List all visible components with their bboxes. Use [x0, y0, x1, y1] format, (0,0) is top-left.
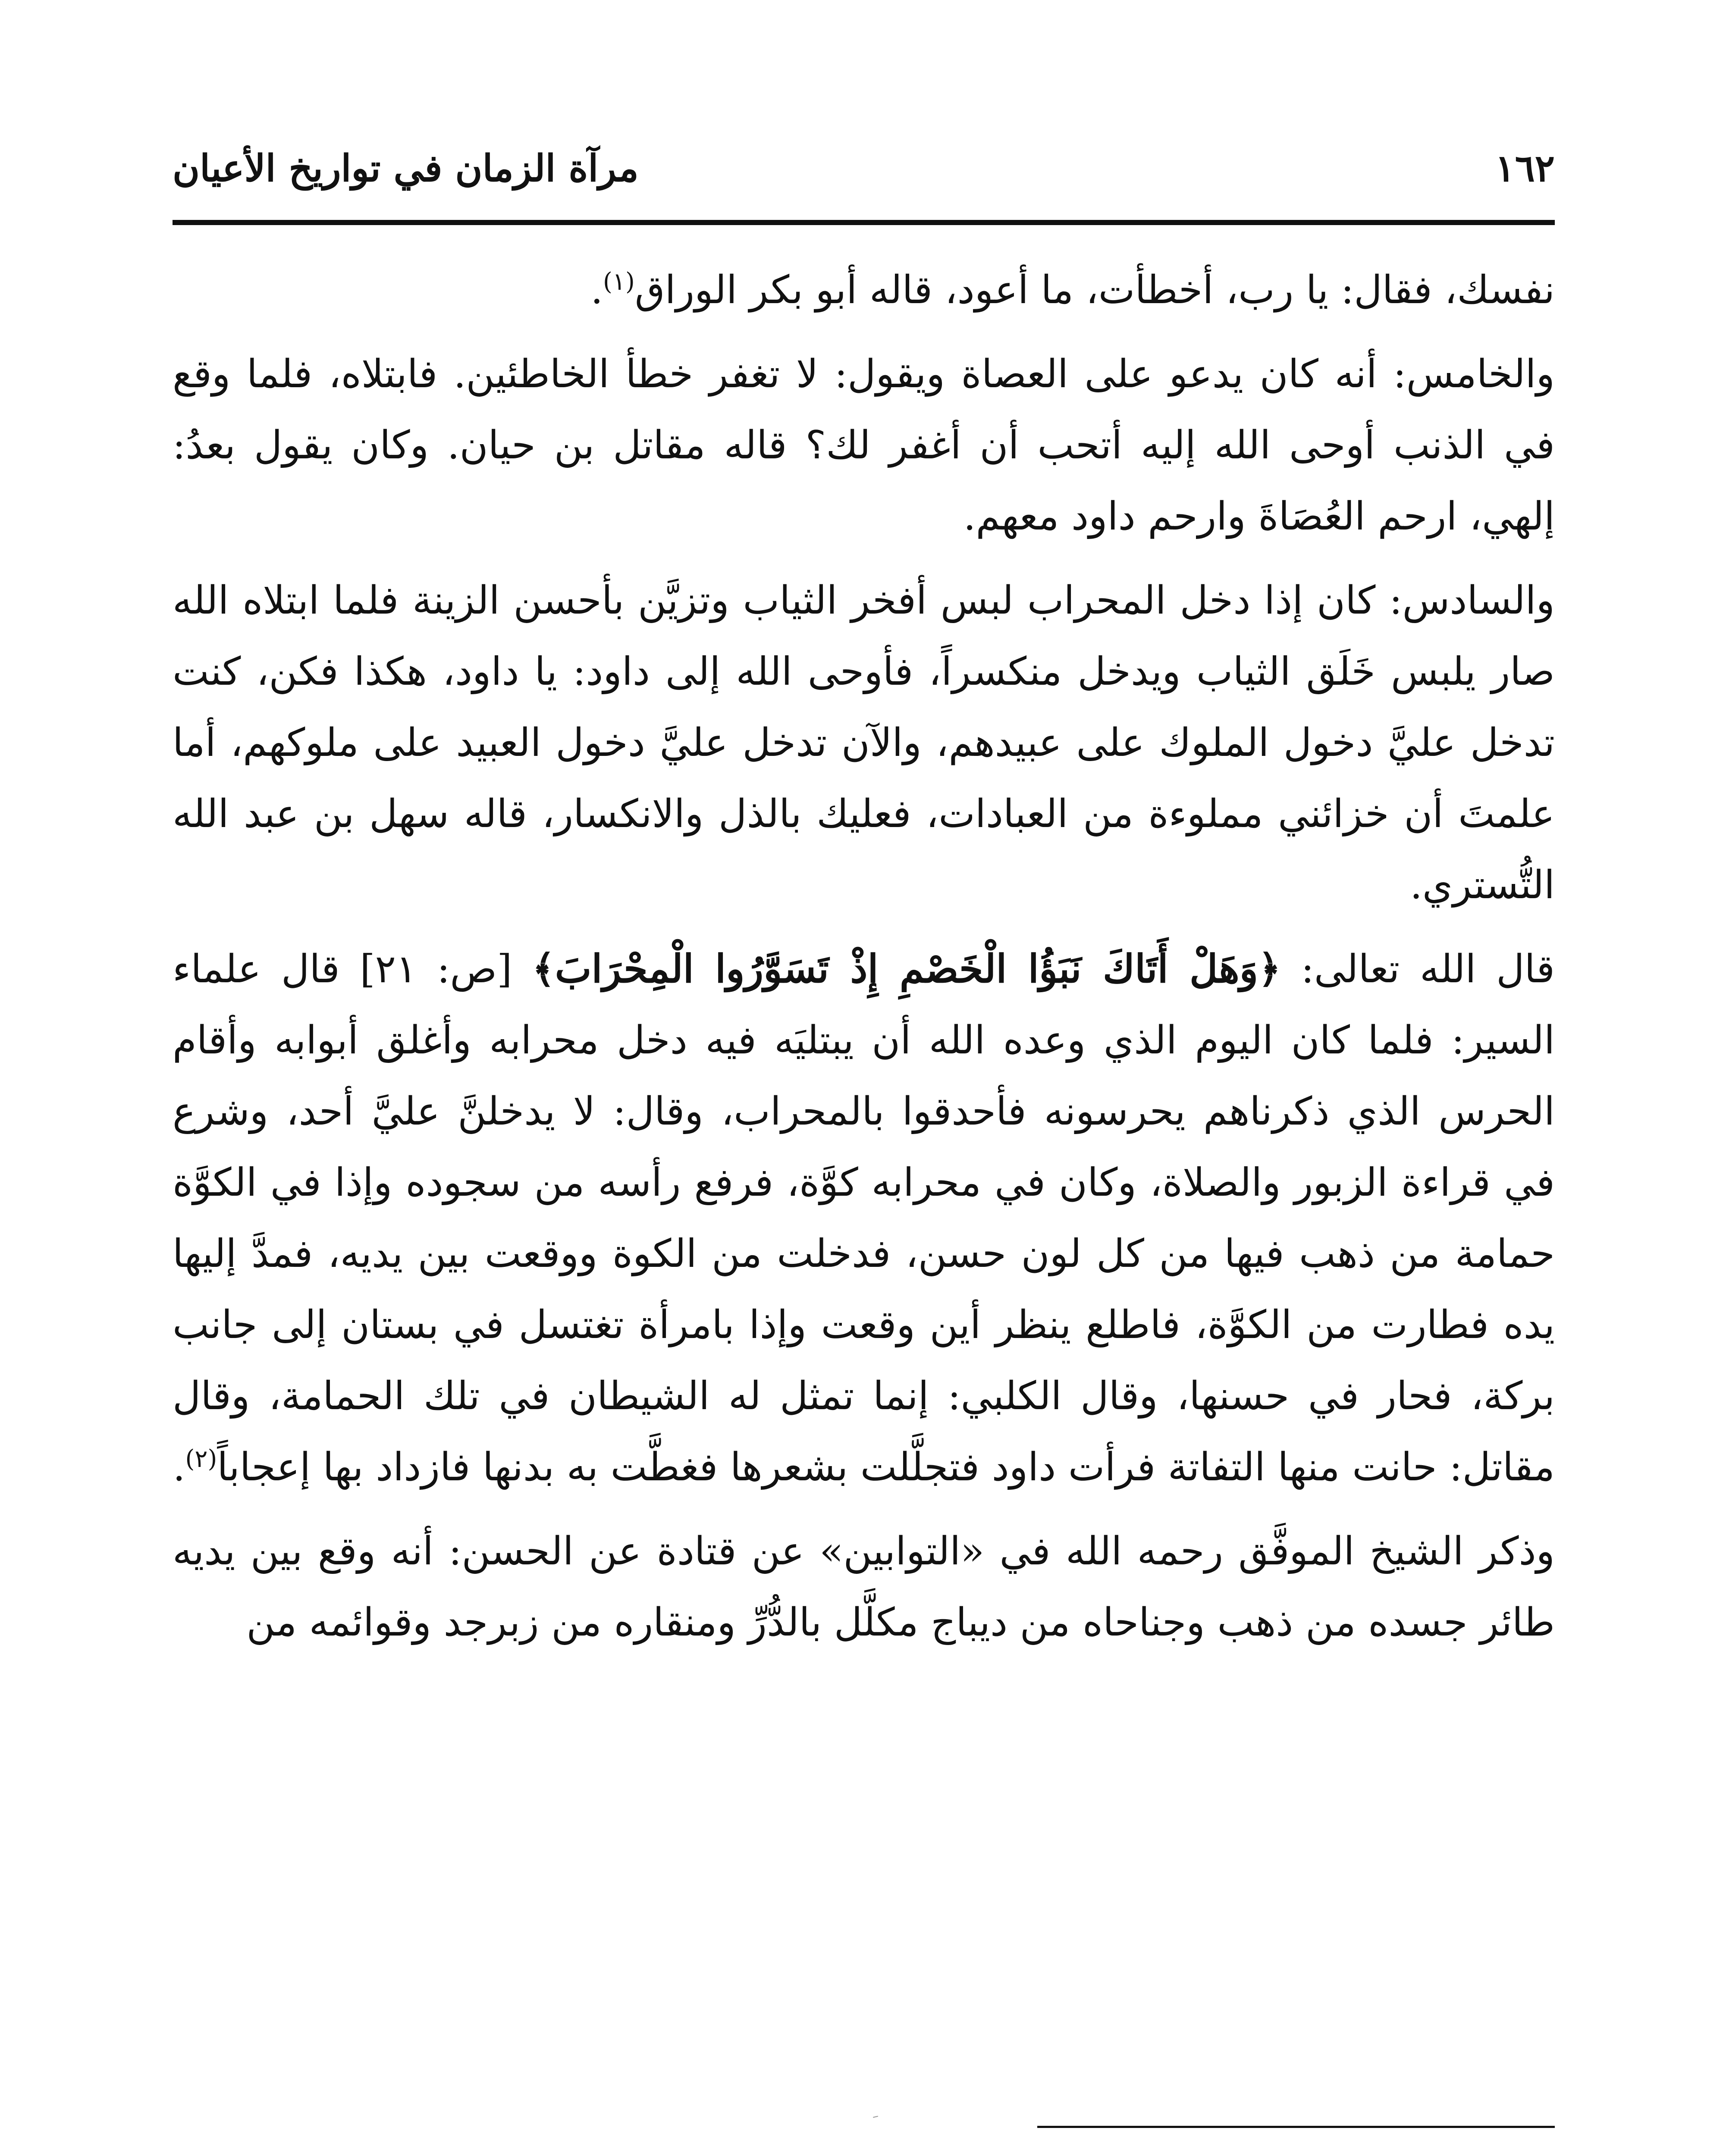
quran-verse: ﴿وَهَلْ أَتَاكَ نَبَؤُا الْخَصْمِ إِذْ تَسَوَّرُوا الْمِحْرَابَ﴾	[532, 946, 1281, 992]
paragraph-4: قال الله تعالى: ﴿وَهَلْ أَتَاكَ نَبَؤُا الْخَصْمِ إِذْ تَسَوَّرُوا الْمِحْرَابَ﴾ [ص: ٢١] قال علماء السير: فلما كان اليوم الذي وعده الله أن يبتليَه فيه دخل محرابه وأغلق أبوابه وأقام الحرس الذي ذكرناهم يحرسونه فأحدقوا بالمحراب، وقال: لا يدخلنَّ عليَّ أحد، وشرع في قراءة الزبور والصلاة، وكان في محرابه كوَّة، فرفع رأسه من سجوده وإذا في الكوَّة حمامة من ذهب فيها من كل لون حسن، فدخلت من الكوة ووقعت بين يديه، فمدَّ إليها يده فطارت من الكوَّة، فاطلع ينظر أين وقعت وإذا بامرأة تغتسل في بستان إلى جانب بركة، فحار في حسنها، وقال الكلبي: إنما تمثل له الشيطان في تلك الحمامة، وقال مقاتل: حانت منها التفاتة فرأت داود فتجلَّلت بشعرها فغطَّت به بدنها فازداد بها إعجاباً$^{(٢)}$.	[173, 946, 1555, 1490]
running-header	[173, 142, 1555, 207]
footnotes	[173, 2152, 1555, 2156]
page-number: ١٦٢	[1495, 147, 1555, 190]
verse-reference: [ص: ٢١]	[339, 946, 533, 992]
header-rule	[173, 220, 1555, 225]
book-title: مرآة الزمان في تواريخ الأعيان	[173, 147, 639, 190]
scan-smudge-mark	[854, 2100, 871, 2113]
footnote-1	[173, 2152, 1555, 2156]
footnote-marker-1[interactable]: (١)	[603, 268, 635, 296]
footnote-marker-2[interactable]: (٢)	[185, 1445, 217, 1473]
footnote-number	[1517, 2152, 1555, 2156]
footnote-rule	[1037, 2126, 1555, 2128]
paragraph-3: والسادس: كان إذا دخل المحراب لبس أفخر الثياب وتزيَّن بأحسن الزينة فلما ابتلاه الله صار يلبس خَلَق الثياب ويدخل منكسراً، فأوحى الله إلى داود: يا داود، هكذا فكن، كنت تدخل عليَّ دخول الملوك على عبيدهم، والآن تدخل عليَّ دخول العبيد على ملوكهم، أما علمتَ أن خزائني مملوءة من العبادات، فعليك بالذل والانكسار، قاله سهل بن عبد الله التُّستري.	[173, 578, 1555, 908]
paragraph-1: نفسك، فقال: يا رب، أخطأت، ما أعود، قاله أبو بكر الوراق$^{(١)}$.	[590, 267, 1555, 313]
main-text	[173, 254, 1555, 1671]
paragraph-2: والخامس: أنه كان يدعو على العصاة ويقول: لا تغفر خطأ الخاطئين. فابتلاه، فلما وقع في الذنب أوحى الله إليه أتحب أن أغفر لك؟ قاله مقاتل بن حيان. وكان يقول بعدُ: إلهي، ارحم العُصَاةَ وارحم داود معهم.	[173, 351, 1555, 539]
paragraph-5: وذكر الشيخ الموفَّق رحمه الله في «التوابين» عن قتادة عن الحسن: أنه وقع بين يديه طائر جسده من ذهب وجناحاه من ديباج مكلَّل بالدُّرِّ ومنقاره من زبرجد وقوائمه من	[173, 1529, 1555, 1645]
